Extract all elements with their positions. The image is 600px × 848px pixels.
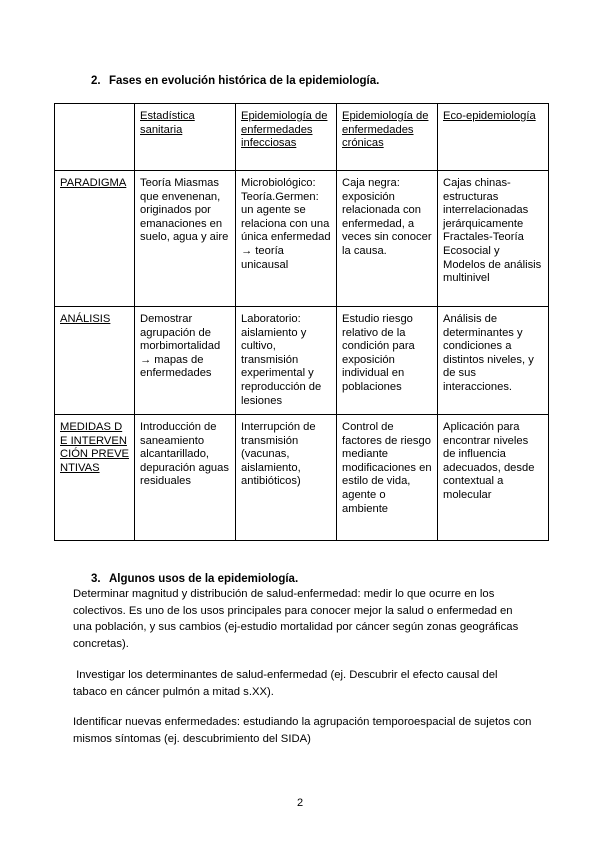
column-header: Epidemiología de enfermedades crónicas — [337, 104, 438, 171]
table-cell: Control de factores de riesgo mediante modificaciones en estilo de vida, agente o ambiente — [337, 415, 438, 541]
table-cell: Caja negra: exposición relacionada con enfermedad, a veces sin conocer la causa. — [337, 171, 438, 307]
page-number: 2 — [296, 797, 304, 809]
table-row — [55, 307, 549, 415]
table-cell: Análisis de determinantes y condiciones a distintos niveles, y de sus interacciones. — [438, 307, 549, 415]
row-header: ANÁLISIS — [55, 307, 135, 415]
table-cell: Microbiológico: Teoría.Germen: un agente se relaciona con una única enfermedad → teoría unicausal — [236, 171, 337, 307]
section-2-title: Fases en evolución histórica de la epidemiología. — [109, 75, 380, 87]
column-header: Epidemiología de enfermedades infecciosas — [236, 104, 337, 171]
phases-table — [54, 103, 549, 541]
table-cell: Introducción de saneamiento alcantarillado, depuración aguas residuales — [135, 415, 236, 541]
row-header: PARADIGMA — [55, 171, 135, 307]
table-cell: Interrupción de transmisión (vacunas, aislamiento, antibióticos) — [236, 415, 337, 541]
column-header: Eco-epidemiología — [438, 104, 549, 171]
table-cell: Demostrar agrupación de morbimortalidad → mapas de enfermedades — [135, 307, 236, 415]
table-cell: Cajas chinas-estructuras interrelacionadas jerárquicamente Fractales-Teoría Ecosocial y Modelos de análisis multinivel — [438, 171, 549, 307]
table-cell: Laboratorio: aislamiento y cultivo, transmisión experimental y reproducción de lesiones — [236, 307, 337, 415]
section-3-heading — [91, 572, 298, 586]
row-header: MEDIDAS DE INTERVENCIÓN PREVENTIVAS — [55, 415, 135, 541]
table-row — [55, 415, 549, 541]
section-2-number: 2. — [91, 75, 101, 87]
paragraph-magnitude: Determinar magnitud y distribución de salud-enfermedad: medir lo que ocurre en los colectivos. Es uno de los usos principales para conocer mejor la salud o enfermedad en una población, y sus cambios (ej-estudio mortalidad por cáncer según zonas geográficas concretas). — [73, 588, 519, 650]
table-header-row — [55, 104, 549, 171]
section-3-title: Algunos usos de la epidemiología. — [109, 573, 299, 585]
section-3-number: 3. — [91, 573, 101, 585]
column-header: Estadística sanitaria — [135, 104, 236, 171]
section-2-heading — [91, 74, 379, 88]
table-cell: Aplicación para encontrar niveles de influencia adecuados, desde contextual a molecular — [438, 415, 549, 541]
paragraph-determinants: Investigar los determinantes de salud-enfermedad (ej. Descubrir el efecto causal del tabaco en cáncer pulmón a mitad s.XX). — [73, 669, 501, 698]
paragraph-new-diseases: Identificar nuevas enfermedades: estudiando la agrupación temporoespacial de sujetos con mismos síntomas (ej. descubrimiento del SIDA) — [73, 716, 532, 745]
table-row — [55, 171, 549, 307]
table-cell: Estudio riesgo relativo de la condición para exposición individual en poblaciones — [337, 307, 438, 415]
table-cell: Teoría Miasmas que envenenan, originados por emanaciones en suelo, agua y aire — [135, 171, 236, 307]
header-empty-cell — [55, 104, 135, 171]
